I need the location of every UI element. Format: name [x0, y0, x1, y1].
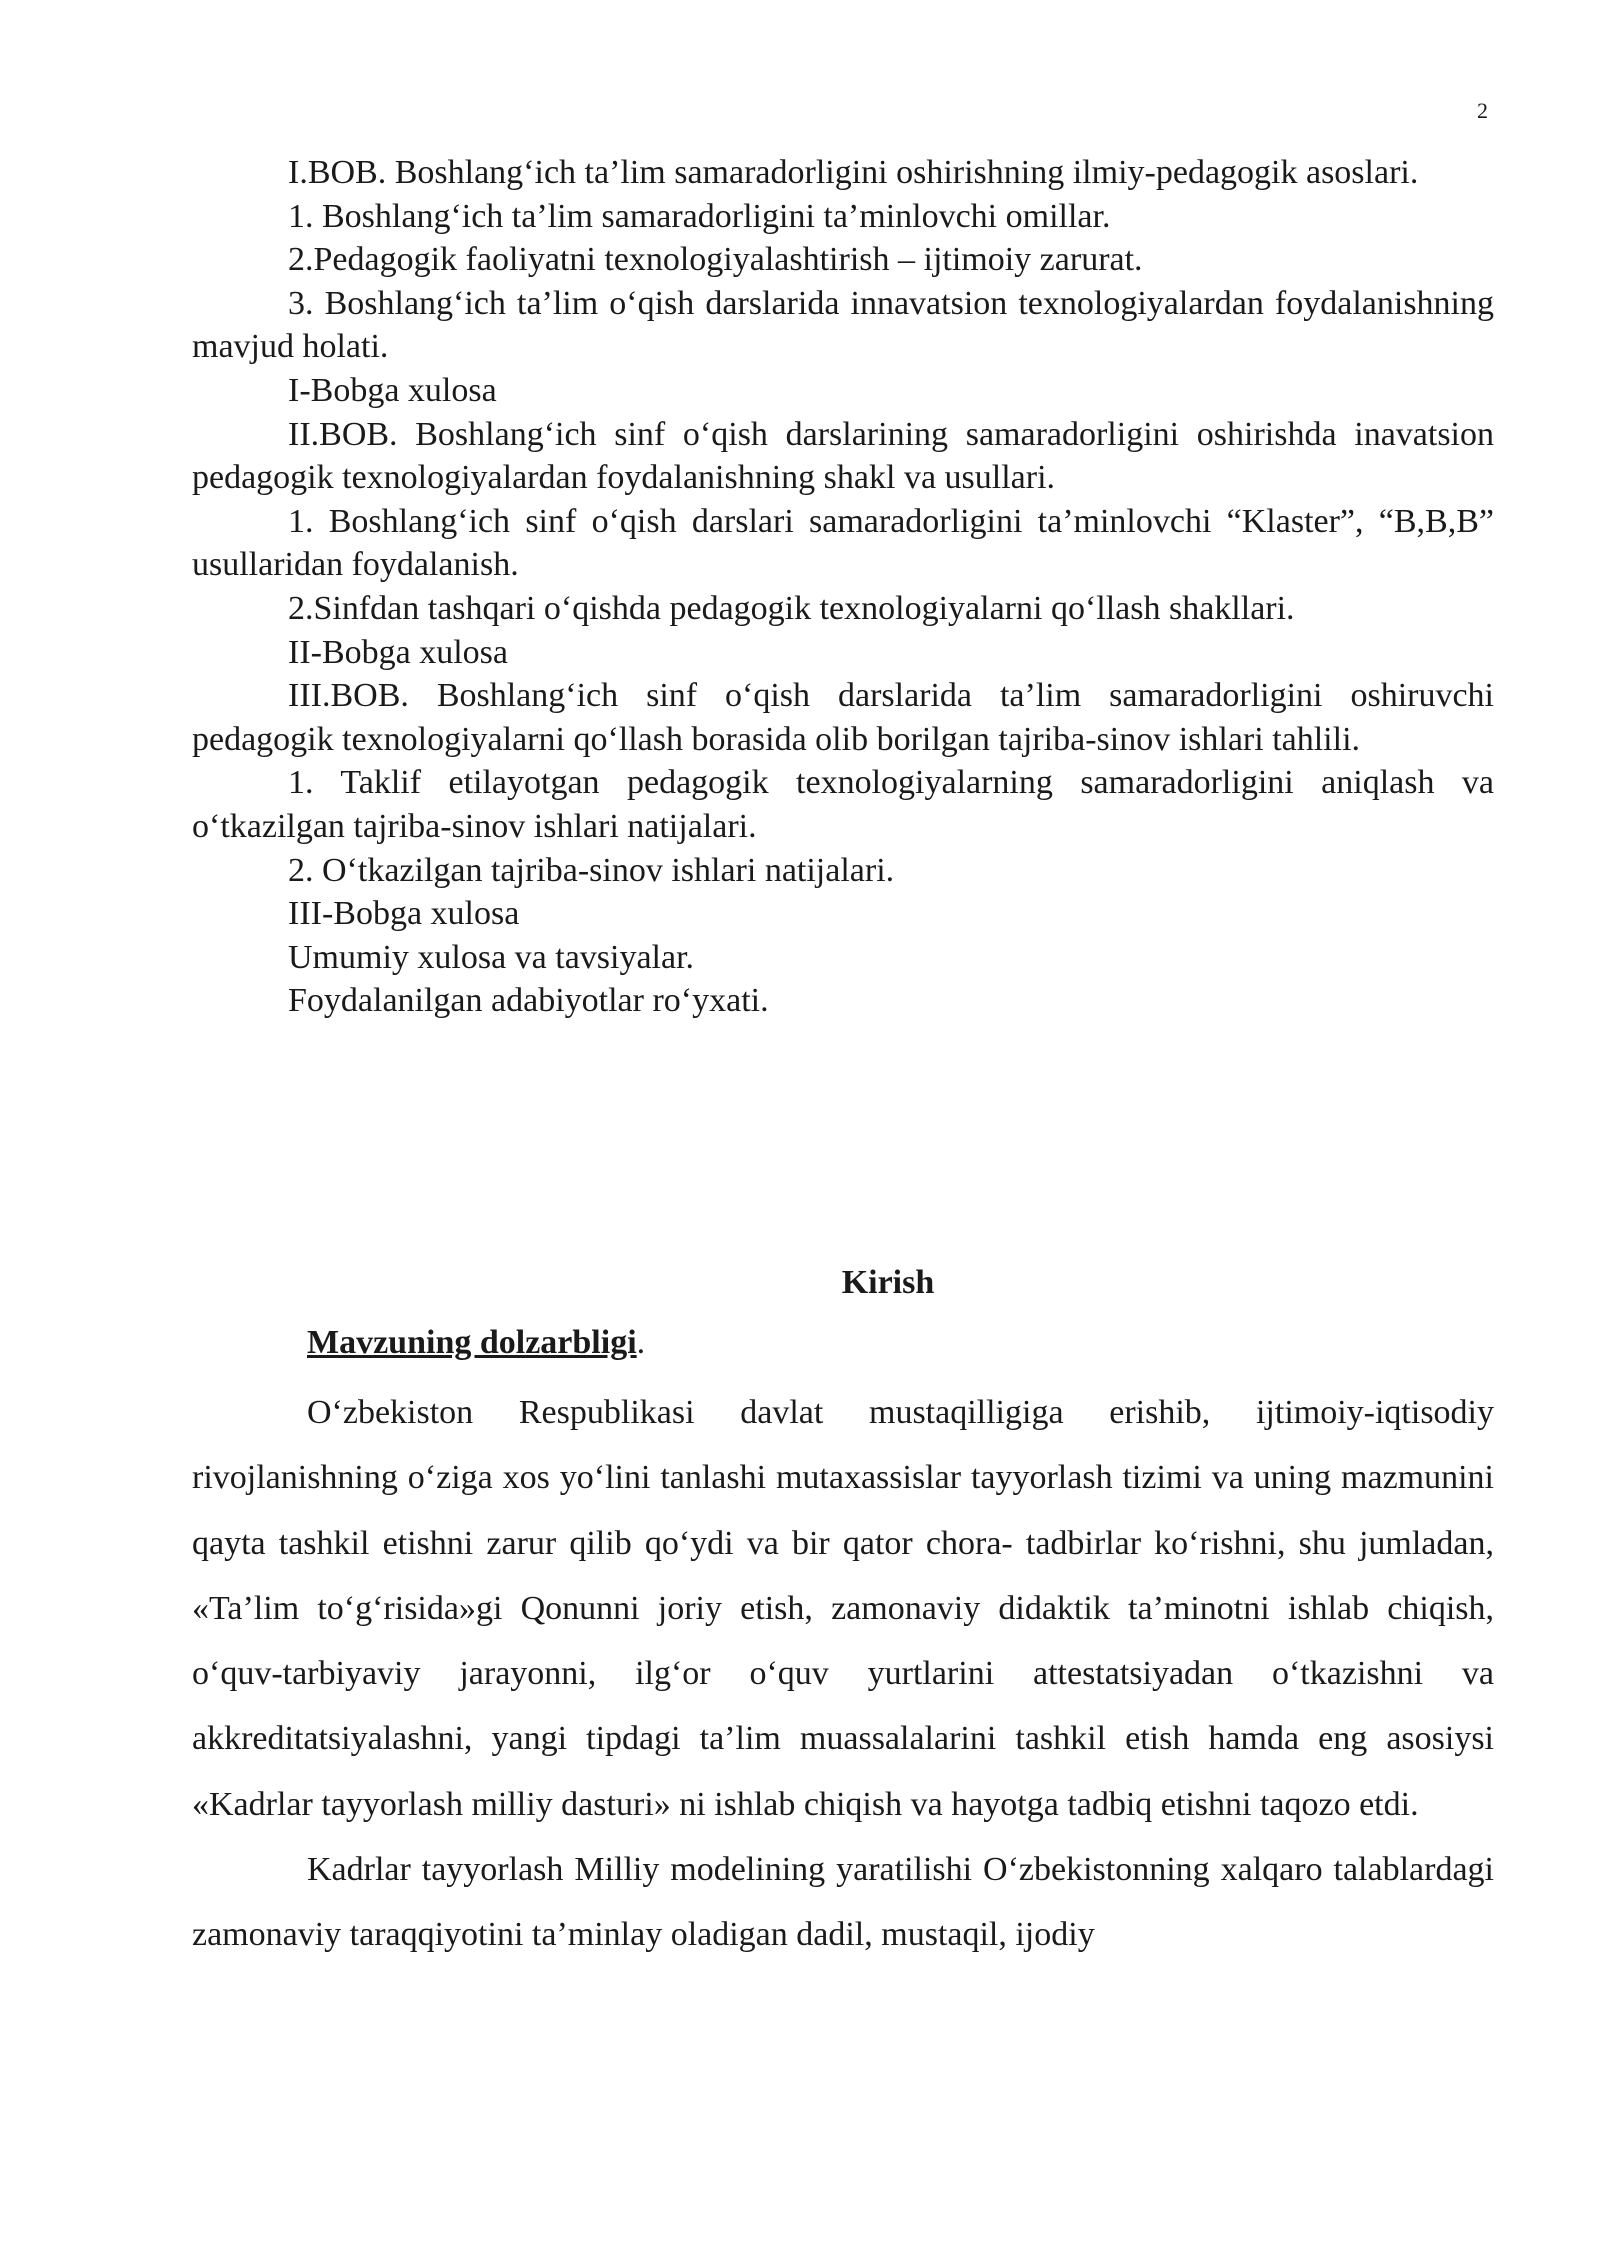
toc-chapter-3: III.BOB. Boshlang‘ich sinf o‘qish darslarida ta’lim samaradorligini oshiruvchi pedagogik texnologiyalarni qo‘llash borasida olib borilgan tajriba-sinov ishlari tahlili.: [192, 677, 1494, 758]
subheading-period: .: [636, 1324, 646, 1361]
toc-item-1-1: 1. Boshlang‘ich ta’lim samaradorligini ta’minlovchi omillar.: [288, 197, 1111, 235]
toc-chapter-1-conclusion: I-Bobga xulosa: [288, 371, 497, 409]
page-number: 2: [1477, 98, 1488, 123]
intro-paragraph-2: Kadrlar tayyorlash Milliy modelining yaratilishi O‘zbekistonning xalqaro talablardagi zamonaviy taraqqiyotini ta’minlay oladigan dadil, mustaqil, ijodiy: [192, 1851, 1494, 1954]
toc-chapter-2-conclusion: II-Bobga xulosa: [288, 633, 509, 671]
toc-general-conclusion: Umumiy xulosa va tavsiyalar.: [288, 938, 695, 976]
toc-chapter-2: II.BOB. Boshlang‘ich sinf o‘qish darslarining samaradorligini oshirishda inavatsion pedagogik texnologiyalardan foydalanishning shakl va usullari.: [192, 415, 1494, 497]
intro-subheading: [192, 1321, 1494, 1364]
toc-chapter-3-conclusion: III-Bobga xulosa: [288, 895, 520, 933]
toc-item-1-3: 3. Boshlang‘ich ta’lim o‘qish darslarida innavatsion texnologiyalardan foydalanishning mavjud holati.: [192, 284, 1494, 366]
toc-references: Foydalanilgan adabiyotlar ro‘yxati.: [288, 982, 769, 1020]
toc-item-2-2: 2.Sinfdan tashqari o‘qishda pedagogik texnologiyalarni qo‘llash shakllari.: [288, 589, 1295, 627]
intro-heading: Kirish: [841, 1264, 935, 1301]
table-of-contents: [192, 151, 1494, 1023]
toc-item-3-1: 1. Taklif etilayotgan pedagogik texnologiyalarning samaradorligini aniqlash va o‘tkazilgan tajriba-sinov ishlari natijalari.: [192, 764, 1494, 845]
toc-item-3-2: 2. O‘tkazilgan tajriba-sinov ishlari natijalari.: [288, 851, 895, 889]
intro-paragraph-1: O‘zbekiston Respublikasi davlat mustaqilligiga erishib, ijtimoiy-iqtisodiy rivojlanishning o‘ziga xos yo‘lini tanlashi mutaxassislar tayyorlash tizimi va uning mazmunini qayta tashkil etishni zarur qilib qo‘ydi va bir qator chora- tadbirlar ko‘rishni, shu jumladan, «Ta’lim to‘g‘risida»gi Qonunni joriy etish, zamonaviy didaktik ta’minotni ishlab chiqish, o‘quv-tarbiyaviy jarayonni, ilg‘or o‘quv yurtlarini attestatsiyadan o‘tkazishni va akkreditatsiyalashni, yangi tipdagi ta’lim muassalalarini tashkil etish hamda eng asosiysi «Kadrlar tayyorlash milliy dasturi» ni ishlab chiqish va hayotga tadbiq etishni taqozo etdi.: [192, 1394, 1494, 1823]
toc-item-2-1: 1. Boshlang‘ich sinf o‘qish darslari samaradorligini ta’minlovchi “Klaster”, “B,B,B” usullaridan foydalanish.: [192, 502, 1494, 584]
topic-relevance-heading: Mavzuning dolzarbligi: [307, 1324, 637, 1361]
toc-item-1-2: 2.Pedagogik faoliyatni texnologiyalashtirish – ijtimoiy zarurat.: [288, 241, 1143, 279]
introduction-section: [192, 1261, 1494, 1968]
toc-chapter-1: I.BOB. Boshlang‘ich ta’lim samaradorligini oshirishning ilmiy-pedagogik asoslari.: [288, 154, 1419, 191]
